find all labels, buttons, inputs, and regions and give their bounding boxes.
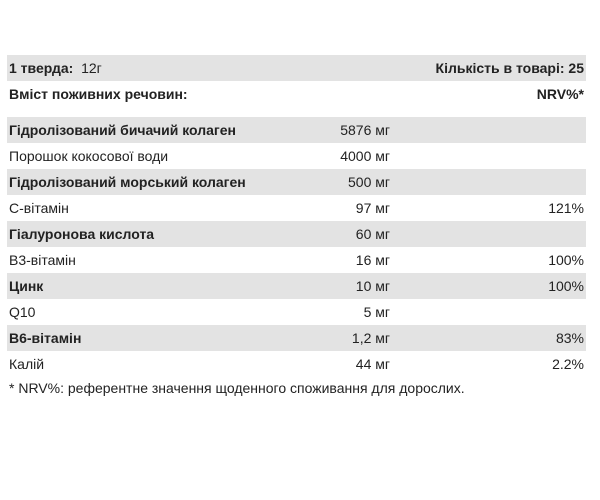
table-row	[7, 351, 586, 377]
nrv-label: NRV%*	[536, 86, 584, 102]
nutrient-name: Гідролізований морський колаген	[9, 174, 246, 190]
nutrient-amount: 97 мг	[355, 200, 390, 216]
table-row	[7, 221, 586, 247]
table-row	[7, 273, 586, 299]
nutrient-nrv: 100%	[548, 278, 584, 294]
nutrient-name: B6-вітамін	[9, 330, 82, 346]
nutrients-label: Вміст поживних речовин:	[9, 86, 188, 102]
nutrient-amount: 4000 мг	[340, 148, 390, 164]
serving-info	[9, 55, 102, 81]
table-row	[7, 299, 586, 325]
nutrients-header-row	[7, 81, 586, 107]
table-row	[7, 195, 586, 221]
nutrient-rows	[7, 117, 586, 377]
table-row	[7, 247, 586, 273]
nutrient-nrv: 2.2%	[552, 356, 584, 372]
nutrient-amount: 10 мг	[355, 278, 390, 294]
nutrient-name: Порошок кокосової води	[9, 148, 169, 164]
table-row	[7, 117, 586, 143]
table-row	[7, 143, 586, 169]
quantity-label: Кількість в товарі: 25	[435, 60, 584, 76]
nutrient-nrv: 121%	[548, 200, 584, 216]
nutrient-name: Цинк	[9, 278, 44, 294]
spacer	[7, 107, 586, 117]
serving-row	[7, 55, 586, 81]
serving-value: 12г	[81, 60, 102, 76]
nutrient-amount: 5876 мг	[340, 122, 390, 138]
table-row	[7, 325, 586, 351]
nutrient-name: Q10	[9, 304, 36, 320]
footnote: * NRV%: референтне значення щоденного споживання для дорослих.	[9, 380, 465, 396]
table-row	[7, 169, 586, 195]
nutrition-table	[7, 55, 586, 399]
nutrient-name: Калій	[9, 356, 45, 372]
nutrient-amount: 44 мг	[355, 356, 390, 372]
nutrient-name: B3-вітамін	[9, 252, 76, 268]
serving-label: 1 тверда:	[9, 60, 74, 76]
nutrient-nrv: 100%	[548, 252, 584, 268]
nutrient-amount: 16 мг	[355, 252, 390, 268]
nutrient-name: C-вітамін	[9, 200, 69, 216]
nutrient-nrv: 83%	[555, 330, 584, 346]
nutrient-amount: 500 мг	[348, 174, 390, 190]
nutrient-amount: 60 мг	[355, 226, 390, 242]
nutrient-name: Гіалуронова кислота	[9, 226, 155, 242]
nutrient-amount: 5 мг	[363, 304, 390, 320]
nutrient-amount: 1,2 мг	[351, 330, 390, 346]
nutrient-name: Гідролізований бичачий колаген	[9, 122, 237, 138]
